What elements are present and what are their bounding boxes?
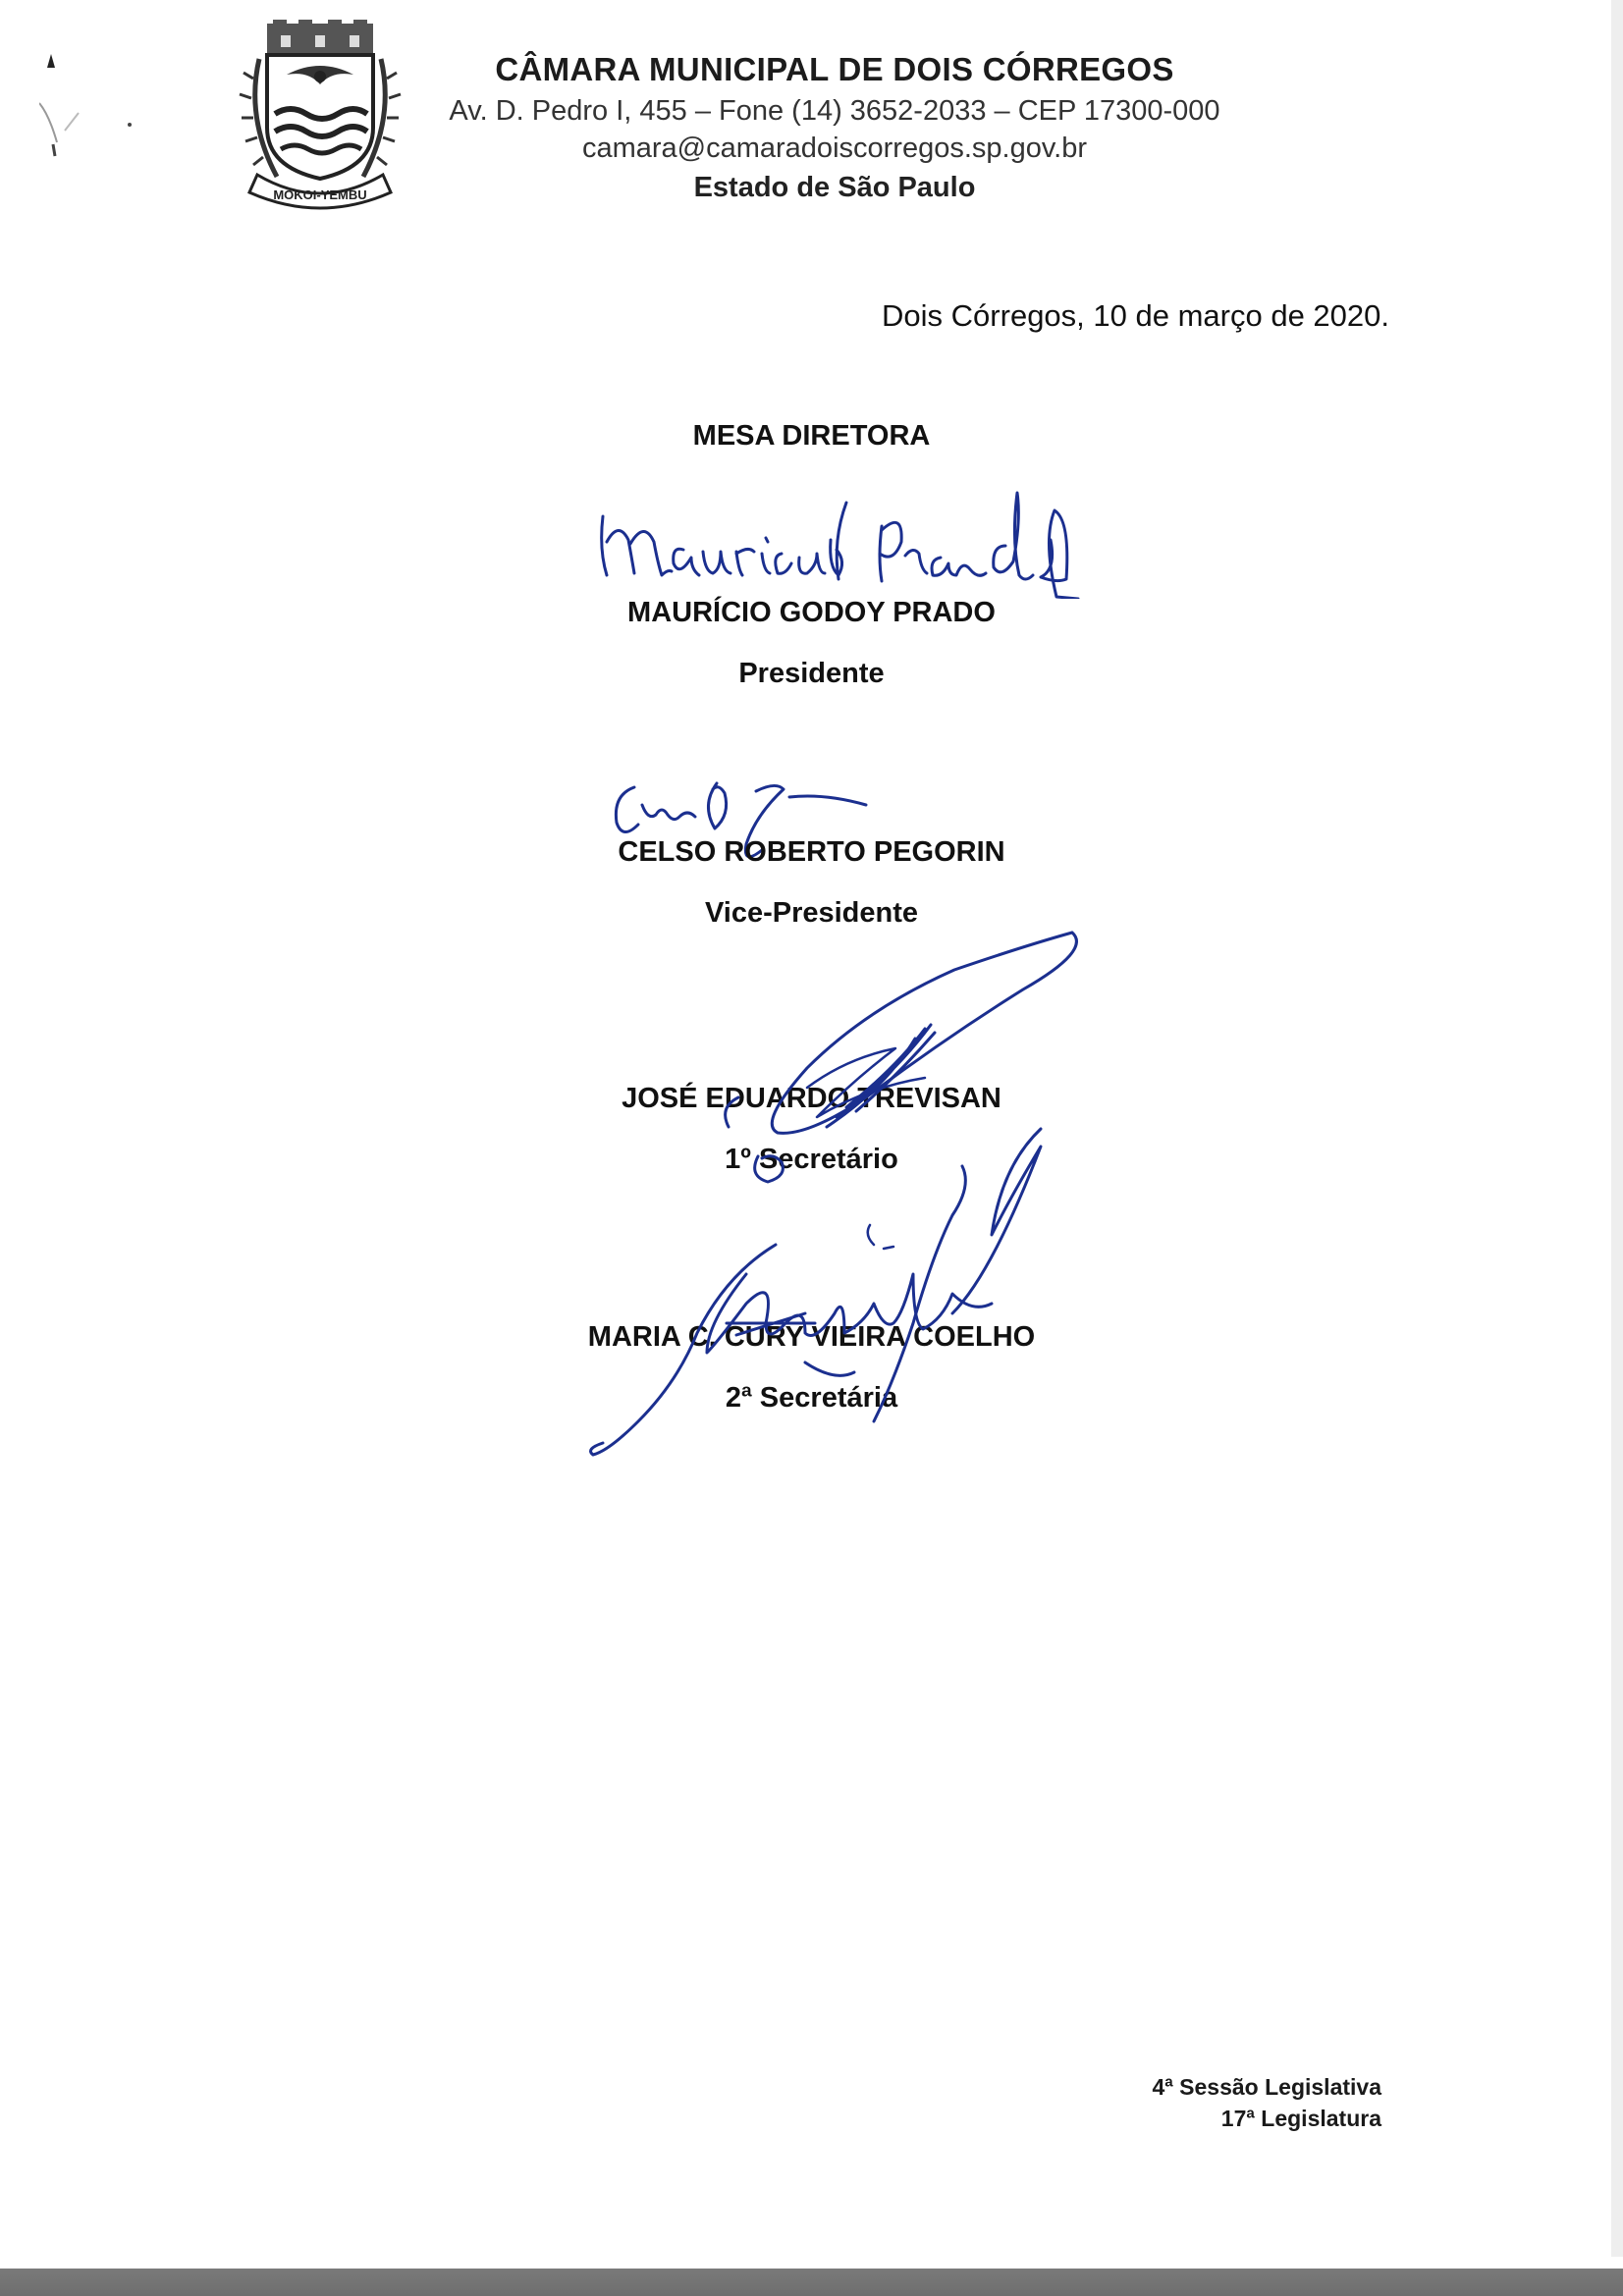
board-title: MESA DIRETORA	[692, 420, 931, 452]
legislative-session: 4ª Sessão Legislativa	[1152, 2074, 1381, 2100]
date-line: Dois Córregos, 10 de março de 2020.	[882, 298, 1389, 333]
member-name: JOSÉ EDUARDO TREVISAN	[622, 1083, 1001, 1114]
organization-state: Estado de São Paulo	[693, 172, 976, 203]
municipal-crest-logo	[238, 20, 403, 212]
member-name: CELSO ROBERTO PEGORIN	[618, 836, 1005, 868]
organization-email: camara@camaradoiscorregos.sp.gov.br	[581, 133, 1088, 164]
member-role: Presidente	[738, 658, 885, 689]
scan-artifact-marks	[39, 54, 147, 172]
letterhead	[393, 47, 1276, 208]
signature-block-president	[0, 481, 1623, 717]
legislature-number: 17ª Legislatura	[1220, 2106, 1381, 2131]
member-role: Vice-Presidente	[704, 897, 919, 929]
member-role: 1º Secretário	[725, 1144, 898, 1175]
scan-bottom-edge	[0, 2257, 1623, 2296]
scan-edge-shadow	[1611, 0, 1623, 2296]
handwritten-signature	[589, 481, 1080, 599]
crest-motto: MOKOI-YEMBU	[273, 187, 367, 202]
handwritten-signature	[579, 1127, 1051, 1470]
signature-block-vice-president	[0, 775, 1623, 942]
member-name: MAURÍCIO GODOY PRADO	[627, 597, 996, 628]
organization-address: Av. D. Pedro I, 455 – Fone (14) 3652-2033 – CEP 17300-000	[449, 95, 1220, 127]
member-name: MARIA C. CURY VIEIRA COELHO	[587, 1321, 1036, 1353]
member-role: 2ª Secretária	[725, 1382, 898, 1414]
legislative-footer	[1152, 2071, 1381, 2134]
organization-name: CÂMARA MUNICIPAL DE DOIS CÓRREGOS	[495, 51, 1174, 87]
